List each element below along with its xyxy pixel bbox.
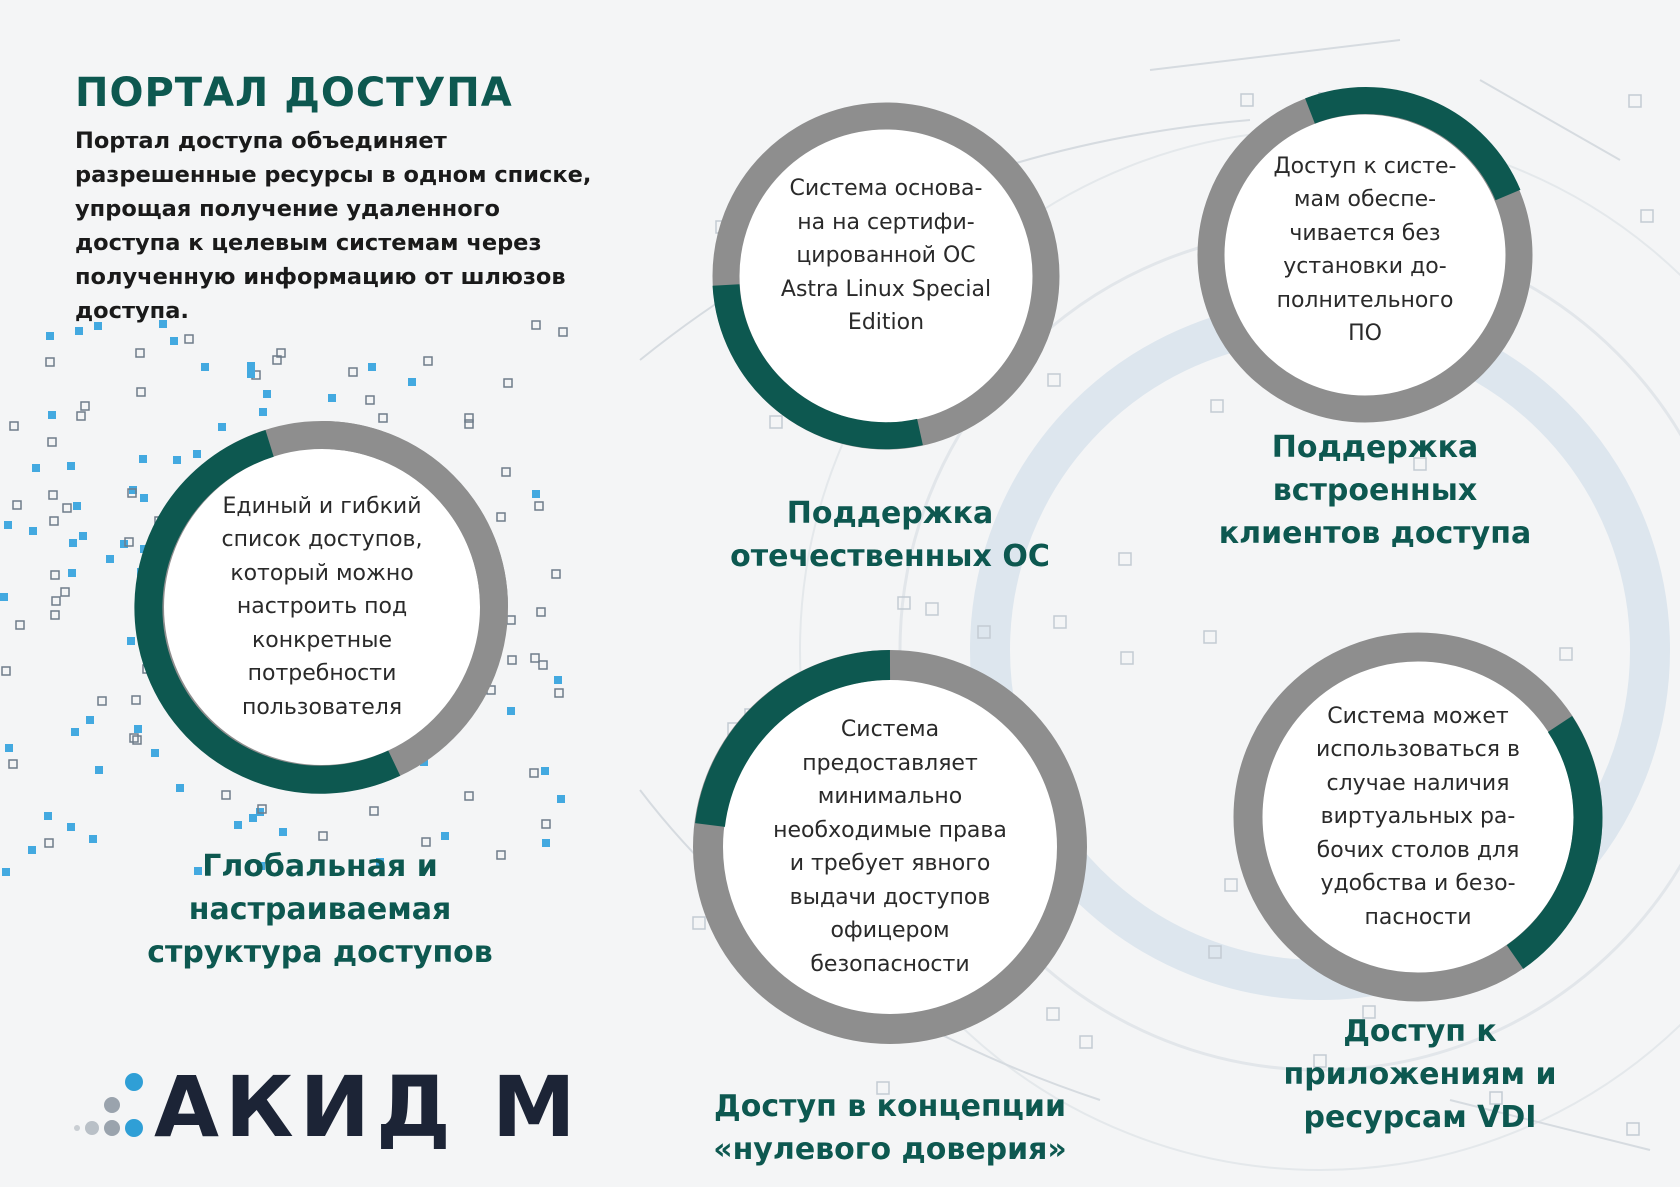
feature-ring-domestic-os — [705, 95, 1067, 457]
feature-description: Единый и гибкий список доступов, который можно настроить под конкретные потребности пользователя — [221, 493, 423, 720]
logo-dots-icon — [74, 1060, 154, 1150]
feature-label: Глобальная и настраиваемая структура доступов — [147, 849, 493, 970]
feature-ring-builtin-clients — [1190, 80, 1540, 430]
feature-label: Поддержка отечественных ОС — [730, 496, 1050, 574]
page-description: Портал доступа объединяет разрешенные ресурсы в одном списке, упрощая получение удаленного доступа к целевым системам через полученную информацию от шлюзов доступа. — [75, 128, 592, 324]
feature-description: Система основа- на на сертифи- цированной ОС Astra Linux Special Edition — [780, 176, 992, 336]
feature-ring-global-access — [127, 412, 517, 802]
page-title: ПОРТАЛ ДОСТУПА — [75, 70, 513, 116]
header — [75, 70, 595, 328]
feature-label: Доступ к приложениям и ресурсам VDI — [1283, 1014, 1557, 1135]
company-logo — [74, 1058, 594, 1156]
feature-description: Система может использоваться в случае наличия виртуальных ра- бочих столов для удобства и безо- пасности — [1316, 703, 1520, 930]
feature-label: Доступ в концепции «нулевого доверия» — [713, 1089, 1067, 1167]
feature-ring-vdi — [1225, 624, 1611, 1010]
feature-ring-zero-trust — [683, 640, 1097, 1054]
feature-label: Поддержка встроенных клиентов доступа — [1218, 430, 1532, 551]
feature-description: Доступ к систе- мам обеспе- чивается без установки до- полнительного ПО — [1273, 153, 1457, 346]
feature-description: Система предоставляет минимально необходимые права и требует явного выдачи доступов офицером безопасности — [773, 717, 1007, 977]
logo-text: АКИД М — [154, 1058, 582, 1156]
